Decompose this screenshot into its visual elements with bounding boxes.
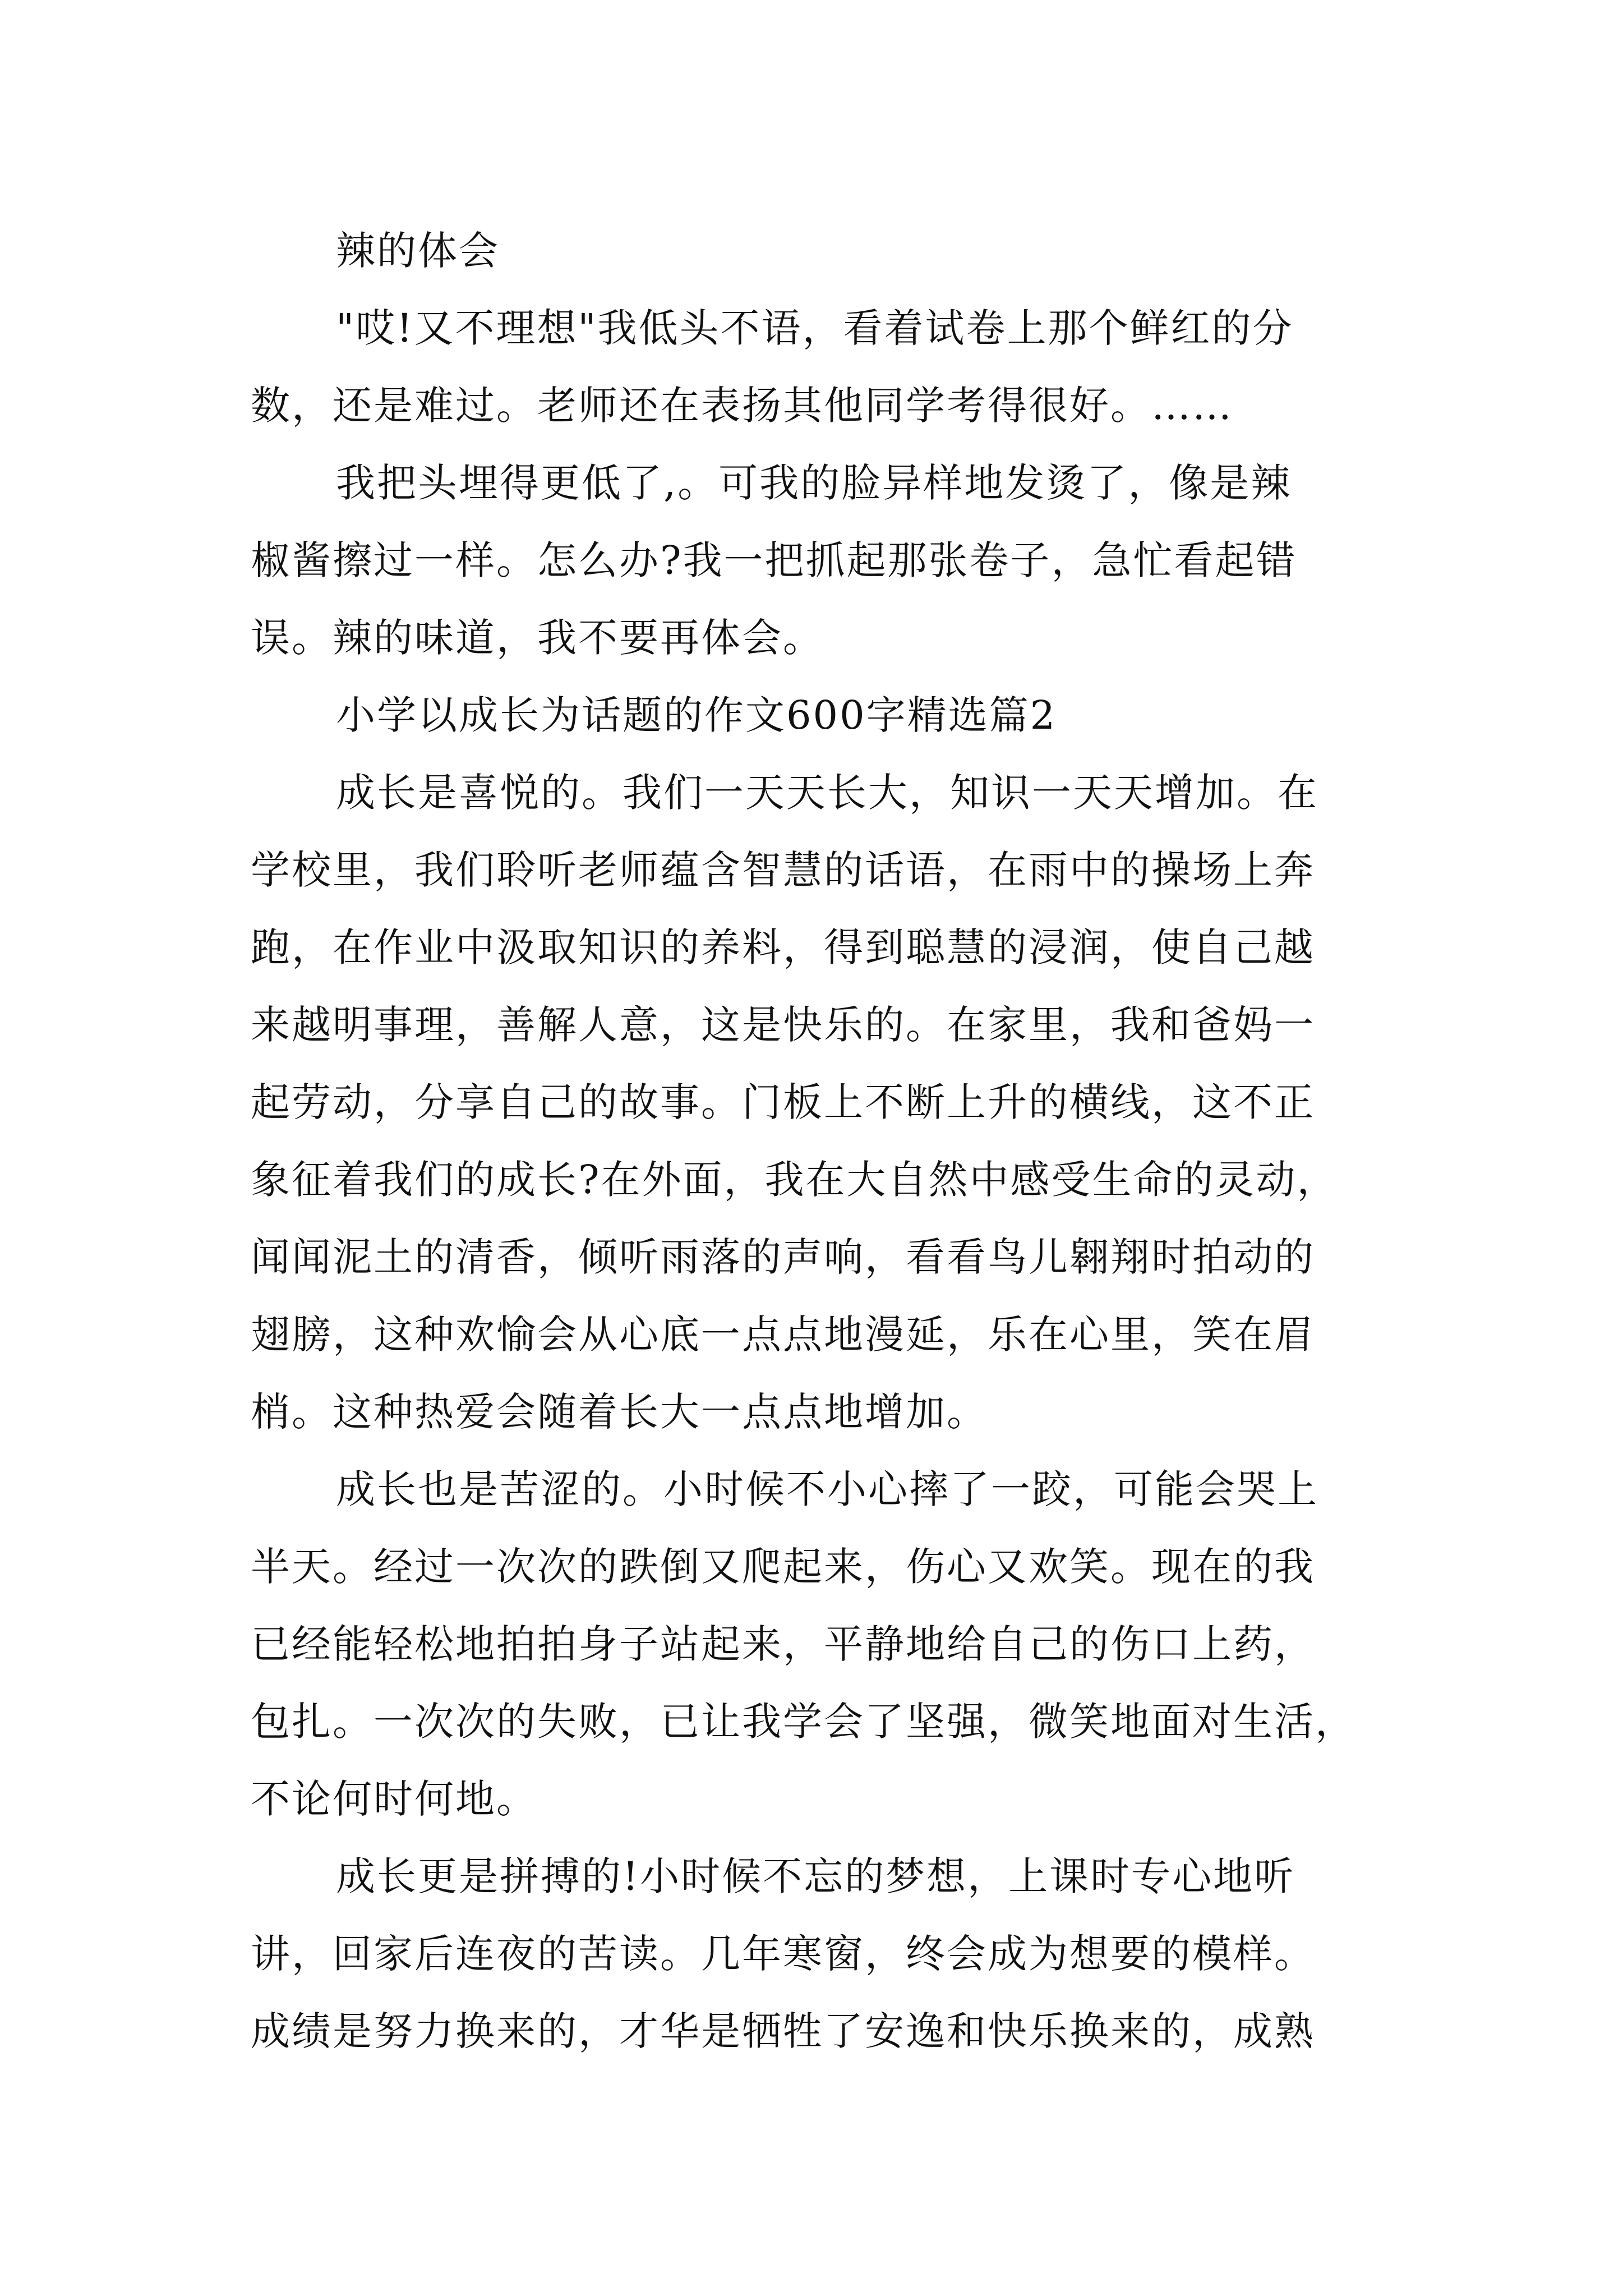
text-line: 跑，在作业中汲取知识的养料，得到聪慧的浸润，使自己越 xyxy=(251,924,1315,970)
text-line: 已经能轻松地拍拍身子站起来，平静地给自己的伤口上药， xyxy=(251,1621,1315,1667)
text-line: 不论何时何地。 xyxy=(251,1776,537,1822)
text-line: 讲，回家后连夜的苦读。几年寒窗，终会成为想要的模样。 xyxy=(251,1931,1315,1977)
text-line: "哎!又不理想"我低头不语，看着试卷上那个鲜红的分 xyxy=(336,305,1294,351)
text-line: 半天。经过一次次的跌倒又爬起来，伤心又欢笑。现在的我 xyxy=(251,1544,1315,1590)
text-line: 我把头埋得更低了,。可我的脸异样地发烫了，像是辣 xyxy=(336,460,1292,506)
text-line: 误。辣的味道，我不要再体会。 xyxy=(251,615,824,661)
text-line: 闻闻泥土的清香，倾听雨落的声响，看看鸟儿翱翔时拍动的 xyxy=(251,1234,1315,1280)
document-body xyxy=(251,212,1389,2070)
text-line: 成长更是拼搏的!小时候不忘的梦想，上课时专心地听 xyxy=(336,1853,1295,1899)
text-line: 成长是喜悦的。我们一天天长大，知识一天天增加。在 xyxy=(336,770,1318,816)
text-line: 椒酱擦过一样。怎么办?我一把抓起那张卷子，急忙看起错 xyxy=(251,537,1297,583)
text-line: 辣的体会 xyxy=(336,228,500,274)
text-line: 成绩是努力换来的，才华是牺牲了安逸和快乐换来的，成熟 xyxy=(251,2008,1315,2054)
text-line: 学校里，我们聆听老师蕴含智慧的话语，在雨中的操场上奔 xyxy=(251,847,1315,893)
text-line: 来越明事理，善解人意，这是快乐的。在家里，我和爸妈一 xyxy=(251,1002,1315,1048)
text-line: 梢。这种热爱会随着长大一点点地增加。 xyxy=(251,1389,988,1435)
text-line: 成长也是苦涩的。小时候不小心摔了一跤，可能会哭上 xyxy=(336,1466,1318,1512)
section-heading: 小学以成长为话题的作文600字精选篇2 xyxy=(336,692,1057,738)
text-line: 数，还是难过。老师还在表扬其他同学考得很好。…… xyxy=(251,383,1233,429)
text-line: 象征着我们的成长?在外面，我在大自然中感受生命的灵动， xyxy=(251,1157,1338,1203)
text-line: 起劳动，分享自己的故事。门板上不断上升的横线，这不正 xyxy=(251,1079,1315,1125)
text-line: 翅膀，这种欢愉会从心底一点点地漫延，乐在心里，笑在眉 xyxy=(251,1312,1315,1358)
text-line: 包扎。一次次的失败，已让我学会了坚强，微笑地面对生活， xyxy=(251,1699,1356,1745)
